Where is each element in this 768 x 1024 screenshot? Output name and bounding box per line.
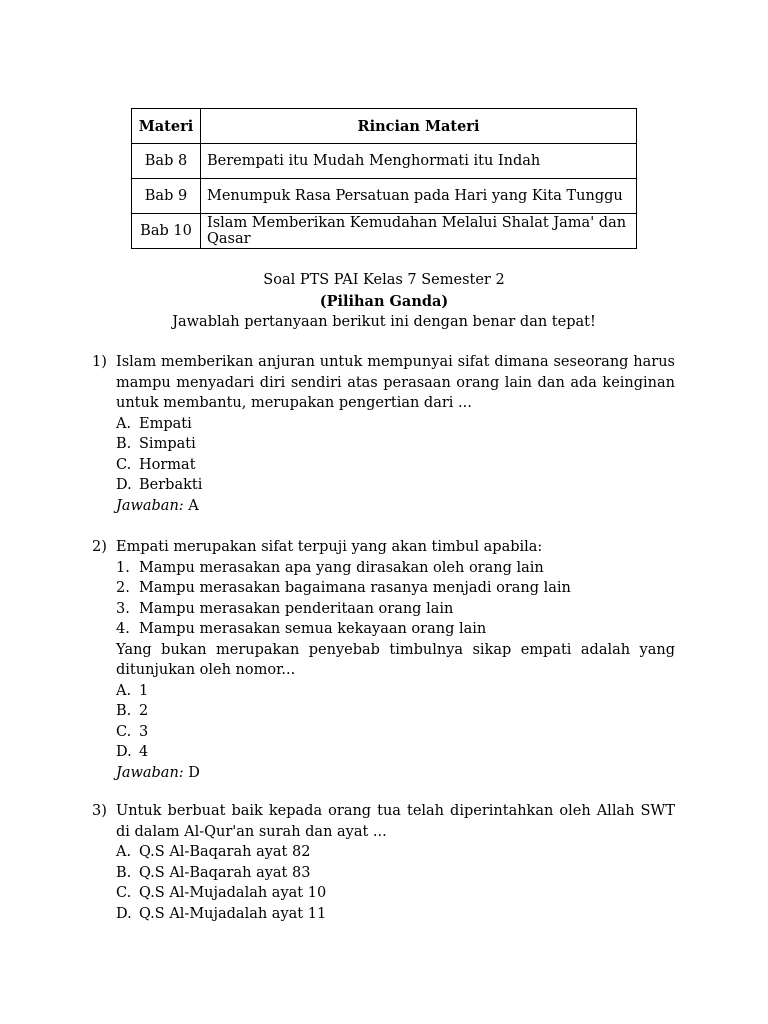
table-cell-bab: Bab 8: [132, 144, 201, 179]
option-b: B. Q.S Al-Baqarah ayat 83: [116, 864, 311, 881]
question-number: 3): [92, 803, 107, 819]
question-1: [92, 352, 675, 516]
answer-line: [116, 763, 675, 784]
question-followup: Yang bukan merupakan penyebab timbulnya sikap empati adalah yang ditunjukan oleh nomor...: [116, 641, 675, 678]
option-c: C. 3: [116, 723, 149, 740]
table-cell-rincian: Menumpuk Rasa Persatuan pada Hari yang Kita Tunggu: [201, 179, 637, 214]
statement-2: 2. Mampu merasakan bagaimana rasanya menjadi orang lain: [116, 580, 571, 596]
question-text: Islam memberikan anjuran untuk mempunyai sifat dimana seseorang harus mampu menyadari diri sendiri atas perasaan orang lain dan ada keinginan untuk membantu, merupakan pengertian dari ...: [116, 354, 675, 411]
materi-table: [131, 108, 637, 249]
option-a: A. Empati: [116, 415, 192, 432]
answer-value: A: [188, 497, 199, 514]
option-d: D. Berbakti: [116, 477, 203, 493]
table-row: [132, 214, 637, 249]
table-cell-rincian: Islam Memberikan Kemudahan Melalui Shalat Jama' dan Qasar: [201, 214, 637, 249]
table-row: [132, 144, 637, 179]
table-row: [132, 179, 637, 214]
table-header-materi: Materi: [132, 109, 201, 144]
table-header-rincian: Rincian Materi: [201, 109, 637, 144]
option-d: D. 4: [116, 744, 149, 760]
question-number: 2): [92, 539, 107, 555]
question-text: Untuk berbuat baik kepada orang tua telah diperintahkan oleh Allah SWT di dalam Al-Qur'an surah dan ayat ...: [116, 803, 675, 840]
option-a: A. Q.S Al-Baqarah ayat 82: [116, 844, 311, 860]
table-header-row: [132, 109, 637, 144]
table-cell-rincian: Berempati itu Mudah Menghormati itu Indah: [201, 144, 637, 179]
statement-1: 1. Mampu merasakan apa yang dirasakan oleh orang lain: [116, 559, 544, 576]
answer-label: Jawaban:: [116, 764, 184, 781]
answer-line: [116, 496, 675, 517]
option-c: C. Hormat: [116, 456, 196, 473]
exam-subtitle: (Pilihan Ganda): [319, 293, 449, 310]
answer-label: Jawaban:: [116, 497, 184, 514]
table-cell-bab: Bab 9: [132, 179, 201, 214]
option-c: C. Q.S Al-Mujadalah ayat 10: [116, 885, 327, 901]
answer-value: D: [188, 764, 200, 781]
exam-instruction: Jawablah pertanyaan berikut ini dengan benar dan tepat!: [172, 314, 596, 330]
table-cell-bab: Bab 10: [132, 214, 201, 249]
option-a: A. 1: [116, 682, 149, 699]
question-3: [92, 801, 675, 924]
question-text: Empati merupakan sifat terpuji yang akan timbul apabila:: [116, 539, 543, 555]
option-d: D. Q.S Al-Mujadalah ayat 11: [116, 905, 327, 922]
statement-3: 3. Mampu merasakan penderitaan orang lain: [116, 600, 454, 617]
question-2: [92, 537, 675, 783]
option-b: B. 2: [116, 703, 149, 719]
option-b: B. Simpati: [116, 436, 196, 452]
exam-header: [0, 270, 768, 333]
statement-4: 4. Mampu merasakan semua kekayaan orang lain: [116, 621, 487, 637]
question-number: 1): [92, 354, 107, 370]
exam-title: Soal PTS PAI Kelas 7 Semester 2: [263, 272, 505, 288]
